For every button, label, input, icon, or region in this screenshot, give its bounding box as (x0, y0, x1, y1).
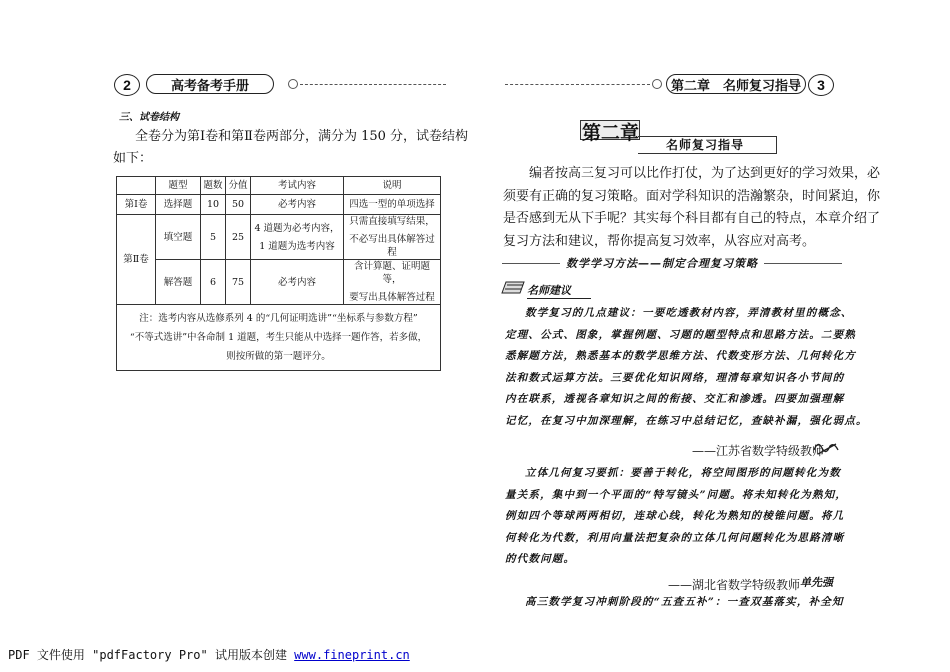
advice-line: 数学复习的几点建议：一要吃透教材内容，弄清教材里的概念、 (525, 307, 853, 319)
table-cell: 解答题 (156, 260, 201, 305)
table-cell: 必考内容 (251, 260, 344, 305)
header-ornament-knob (288, 79, 298, 89)
advice-block-2 (505, 463, 848, 571)
cell-line: 不必写出具体解答过程 (349, 234, 435, 258)
table-note (117, 305, 441, 371)
table-cell (344, 215, 441, 260)
volume-label: 第Ⅱ卷 (117, 215, 156, 305)
footer-text: PDF 文件使用 "pdfFactory Pro" 试用版本创建 (8, 648, 295, 662)
editor-note-line: 编者按高三复习可以比作打仗，为了达到更好的学习效果，必 (529, 166, 881, 181)
advice-line: 例如四个等球两两相切，连球心线，转化为熟知的棱锥问题。将几 (505, 510, 845, 522)
teacher-advice-badge: 名师建议 (527, 282, 591, 299)
footer-link[interactable]: www.fineprint.cn (294, 648, 410, 662)
pencil-icon (500, 279, 526, 295)
exam-structure-table (116, 176, 441, 371)
volume-label: 第Ⅰ卷 (117, 195, 156, 215)
advice-line: 内在联系，透视各章知识之间的衔接、交汇和渗透。四要加强理解 (505, 393, 845, 405)
table-cell: 5 (201, 215, 226, 260)
table-header: 考试内容 (251, 177, 344, 195)
editor-note (503, 163, 881, 253)
advice-line: 悉解题方法，熟悉基本的数学思维方法、代数变形方法、几何转化方 (505, 350, 856, 362)
page-number-right: 3 (808, 74, 834, 96)
table-cell: 50 (226, 195, 251, 215)
section-title: 三、试卷结构 (119, 112, 179, 123)
table-header: 题数 (201, 177, 226, 195)
handwritten-signature (812, 438, 842, 458)
advice-line: 何转化为代数，利用向量法把复杂的立体几何问题转化为思路清晰 (505, 531, 845, 544)
advice-line: 定理、公式、图象，掌握例题、习题的题型特点和思路方法。二要熟 (505, 328, 856, 341)
intro-line-1: 全卷分为第Ⅰ卷和第Ⅱ卷两部分，满分为 150 分，试卷结构 (135, 129, 469, 144)
table-cell (344, 260, 441, 305)
intro-line-2: 如下： (113, 151, 153, 166)
cell-line: 含计算题、证明题等， (353, 261, 430, 285)
header-dotted-rule (300, 84, 446, 85)
table-header: 分值 (226, 177, 251, 195)
signature-1: ——江苏省数学特级教师 (692, 444, 825, 458)
cell-line: 4 道题为必考内容， (254, 222, 340, 234)
header-ornament-knob (652, 79, 662, 89)
table-cell: 6 (201, 260, 226, 305)
header-dotted-rule (505, 84, 650, 85)
table-cell: 填空题 (156, 215, 201, 260)
table-cell: 选择题 (156, 195, 201, 215)
table-row (117, 260, 441, 305)
signature-2: ——湖北省数学特级教师 (668, 578, 801, 592)
method-title: 数学学习方法——制定合理复习策略 (560, 255, 764, 271)
note-line: 注：选考内容从选修系列 4 的“几何证明选讲”“坐标系与参数方程” (139, 313, 418, 324)
advice-block-1 (505, 303, 868, 432)
editor-note-line: 复习方法和建议，帮你提高复习效率，从容应对高考。 (503, 233, 816, 249)
advice-line: 高三数学复习冲刺阶段的“五查五补”：一查双基落实，补全知 (525, 596, 844, 608)
table-corner-cell (117, 177, 156, 195)
header-title-right: 第二章 名师复习指导 (666, 74, 806, 94)
cell-line: 只需直接填写结果， (349, 216, 435, 227)
table-header: 题型 (156, 177, 201, 195)
advice-line: 量关系，集中到一个平面的“特写镜头”问题。将未知转化为熟知， (505, 488, 848, 501)
cell-line: 1 道题为选考内容 (259, 240, 335, 252)
advice-line: 法和数式运算方法。三要优化知识网络，理清每章知识各小节间的 (505, 371, 845, 384)
cell-line: 要写出具体解答过程 (349, 292, 435, 303)
table-cell: 75 (226, 260, 251, 305)
page-number-left: 2 (114, 74, 140, 96)
note-line: “不等式选讲”中各命制 1 道题，考生只能从中选择一题作答，若多做， (129, 332, 428, 343)
table-cell: 10 (201, 195, 226, 215)
table-cell: 四选一型的单项选择 (344, 195, 441, 215)
editor-note-line: 是否感到无从下手呢？其实每个科目都有自己的特点，本章介绍了 (503, 211, 881, 226)
chapter-subtitle: 名师复习指导 (666, 138, 745, 152)
editor-note-line: 须要有正确的复习策略。面对学科知识的浩瀚繁杂，时间紧迫，你 (503, 188, 881, 204)
table-row (117, 215, 441, 260)
table-note-row (117, 305, 441, 371)
table-cell: 必考内容 (251, 195, 344, 215)
advice-line: 立体几何复习要抓：要善于转化，将空间图形的问题转化为数 (525, 467, 841, 479)
note-line: 则按所做的第一题评分。 (226, 351, 331, 362)
chapter-title: 第二章 (582, 123, 640, 144)
table-cell: 25 (226, 215, 251, 260)
advice-line: 记忆，在复习中加深理解，在练习中总结记忆，查缺补漏，强化弱点。 (505, 414, 868, 427)
table-cell (251, 215, 344, 260)
table-header: 说明 (344, 177, 441, 195)
pdf-footer (8, 646, 410, 663)
advice-line: 的代数问题。 (505, 553, 576, 565)
signature-2-name: 单先强 (800, 576, 833, 589)
table-header-row (117, 177, 441, 195)
table-row (117, 195, 441, 215)
header-title-left: 高考备考手册 (146, 74, 274, 94)
